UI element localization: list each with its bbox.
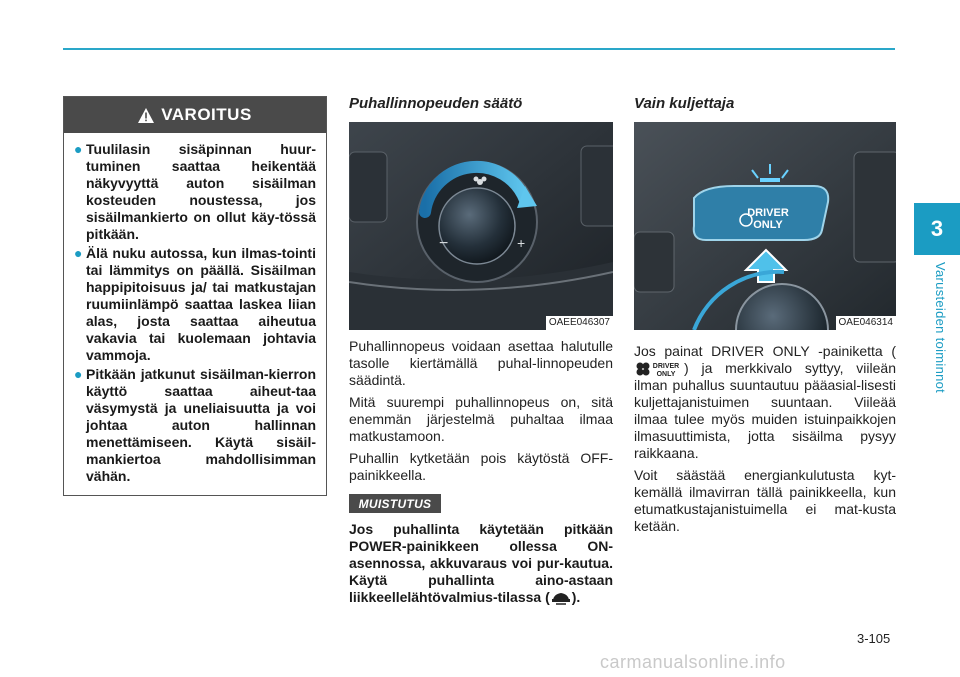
svg-text:+: +	[517, 235, 526, 251]
driver-only-photo	[634, 122, 896, 330]
warning-icon	[138, 108, 154, 123]
fan-knob-photo	[349, 122, 613, 330]
warning-list	[64, 133, 326, 485]
ready-car-icon	[550, 590, 572, 606]
paragraph: Mitä suurempi puhallinnopeus on, sitä enemmän järjestelmä puhaltaa ilmaa matkustamoon.	[349, 394, 613, 444]
driver-only-title: Vain kuljettaja	[634, 95, 735, 112]
fan-speed-body	[349, 338, 613, 489]
fan-knob-illustration	[349, 122, 613, 330]
driver-only-illustration	[634, 122, 896, 330]
image-code: OAEE046307	[546, 316, 613, 330]
note-badge: MUISTUTUS	[349, 494, 441, 513]
watermark: carmanualsonline.info	[600, 652, 786, 672]
warning-box	[63, 96, 327, 496]
driver-only-body	[634, 343, 896, 540]
fan-speed-title: Puhallinnopeuden säätö	[349, 95, 523, 112]
driver-only-label-line2: ONLY	[753, 219, 783, 231]
paragraph: Voit säästää energiankulutusta kyt-kemällä ilmavirran tällä painikkeella, kun etumatkustajanistuimella ei mat-kusta ketään.	[634, 467, 896, 535]
paragraph: Jos painat DRIVER ONLY -painiketta ( DRIVER ONLY ) ja merkkivalo syttyy, viileän ilman puhallus suuntautuu pääasial-lisesti kuljettajanistuimen suuntaan. Viileää ilmaa tulee myös muiden istuinpaikkojen ilmasuuttimista, jotta sisäilma pysyy raikkaana.	[634, 343, 896, 462]
image-code: OAE046314	[836, 316, 897, 330]
chapter-side-title: Varusteiden toiminnot	[933, 262, 948, 394]
note-text: Jos puhallinta käytetään pitkään POWER-painikkeen ollessa ON-asennossa, akkuvaraus voi pur-kautua. Käytä puhallinta aino-astaan liikkeellelähtövalmius-tilassa ( ).	[349, 521, 613, 605]
warning-item: ● Tuulilasin sisäpinnan huur-tuminen saattaa heikentää näkyvyyttä auton sisäilman kosteuden noustessa, jos sisäilmankierto on ollut käy-tössä pitkään.	[74, 141, 316, 242]
warning-header	[64, 97, 326, 133]
svg-text:−: −	[439, 235, 449, 252]
chapter-tab: 3	[914, 203, 960, 255]
page-number: 3-105	[857, 631, 891, 646]
svg-text:ONLY: ONLY	[656, 371, 676, 378]
paragraph: Puhallinnopeus voidaan asettaa halutulle tasolle kiertämällä puhal-linnopeuden säädintä.	[349, 338, 613, 388]
driver-only-label-line1: DRIVER	[747, 207, 789, 219]
svg-text:DRIVER: DRIVER	[652, 363, 680, 371]
driver-only-button-icon	[634, 361, 684, 377]
top-rule	[63, 48, 895, 50]
warning-item: ● Pitkään jatkunut sisäilman-kierron käyttö saattaa aiheut-taa väsymystä ja uneliaisuutta ja voi johtaa auton hallinnan menettämiseen. Käytä sisäil-mankiertoa mahdollisimman vähän.	[74, 366, 316, 484]
paragraph: Puhallin kytketään pois käytöstä OFF-painikkeella.	[349, 450, 613, 483]
warning-item: ● Älä nuku autossa, kun ilmas-tointi tai lämmitys on päällä. Sisäilman happipitoisuus ja/ tai matkustajan ruumiinlämpö saattaa laskea liian alas, josta saattaa aiheutua vakavia tai kuolemaan johtavia vammoja.	[74, 245, 316, 363]
warning-title: VAROITUS	[161, 105, 252, 124]
